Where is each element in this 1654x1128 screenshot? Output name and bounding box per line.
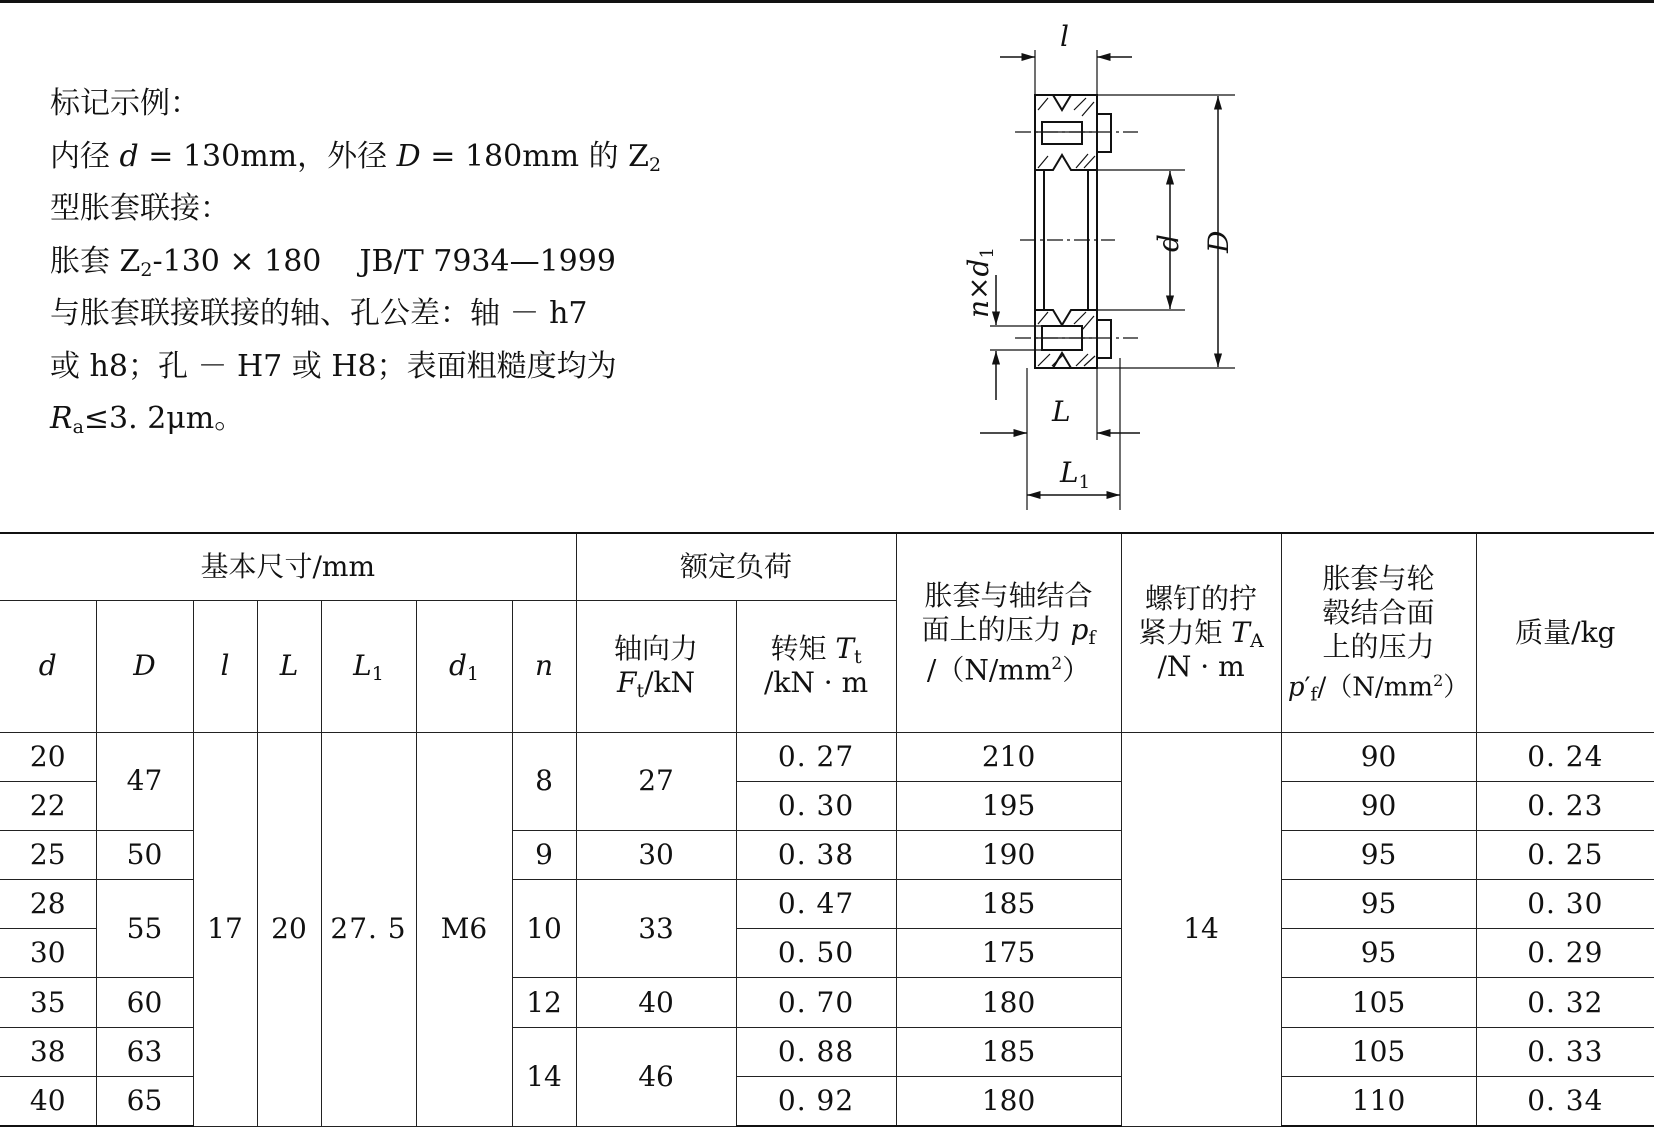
cell-d: 30 (0, 929, 96, 978)
cell-hub-pressure: 110 (1281, 1076, 1476, 1126)
label-L1: $L_1$ (1060, 456, 1091, 493)
cell-d: 25 (0, 830, 96, 879)
top-rule (0, 0, 1654, 3)
example-line-dimensions: 内径 d = 130mm，外径 D = 180mm 的 $Z_2$ (50, 138, 662, 176)
cell-n: 14 (512, 1027, 576, 1126)
header-rated-load: 额定负荷 (576, 533, 896, 601)
cell-torque: 0. 88 (736, 1027, 896, 1076)
cell-D: 60 (96, 978, 193, 1027)
header-hub-pressure: 胀套与轮 毂结合面 上的压力 $p'_f/(N/mm^2)$ (1281, 533, 1476, 732)
header-screw-torque: 螺钉的拧 紧力矩 $T_A$ /N · m (1121, 533, 1281, 732)
cell-shaft-pressure: 180 (896, 1076, 1121, 1126)
header-n: n (512, 601, 576, 732)
cell-mass: 0. 24 (1476, 732, 1654, 781)
example-heading: 标记示例： (50, 86, 200, 121)
cell-shaft-pressure: 175 (896, 929, 1121, 978)
label-n-x-d1: n×d1 (962, 247, 998, 318)
centre-lines (1015, 132, 1138, 338)
cell-n: 9 (512, 830, 576, 879)
upper-bolt (1042, 122, 1082, 144)
marking-example (50, 78, 661, 446)
cell-d: 35 (0, 978, 96, 1027)
cell-mass: 0. 34 (1476, 1076, 1654, 1126)
cell-torque: 0. 50 (736, 929, 896, 978)
label-d: d (1152, 234, 1185, 252)
cell-axial-force: 33 (576, 880, 736, 978)
cell-torque: 0. 92 (736, 1076, 896, 1126)
cell-D: 65 (96, 1076, 193, 1126)
cell-d: 22 (0, 781, 96, 830)
cell-torque: 0. 38 (736, 830, 896, 879)
cell-torque: 0. 47 (736, 880, 896, 929)
extension-lines (990, 50, 1235, 510)
example-line-designation: 胀套 $Z_2-130 \times 180$ JB/T 7934—1999 (50, 243, 616, 281)
cell-torque: 0. 27 (736, 732, 896, 781)
cell-d: 40 (0, 1076, 96, 1126)
lower-bolt-head (1097, 320, 1111, 358)
label-L: L (1052, 395, 1071, 428)
cell-torque: 0. 70 (736, 978, 896, 1027)
example-line-type: 型胀套联接： (50, 191, 230, 226)
cell-mass: 0. 25 (1476, 830, 1654, 879)
cell-hub-pressure: 105 (1281, 978, 1476, 1027)
table-row (0, 732, 1654, 781)
cell-n: 8 (512, 732, 576, 830)
cell-shaft-pressure: 185 (896, 880, 1121, 929)
cell-L1-common: 27. 5 (321, 732, 416, 1126)
cell-shaft-pressure: 180 (896, 978, 1121, 1027)
expansion-sleeve-drawing (962, 20, 1240, 510)
header-basic-dimensions: 基本尺寸/mm (0, 533, 576, 601)
cell-axial-force: 40 (576, 978, 736, 1027)
cell-n: 12 (512, 978, 576, 1027)
cell-d: 28 (0, 880, 96, 929)
cell-d: 20 (0, 732, 96, 781)
cell-D: 63 (96, 1027, 193, 1076)
example-line-roughness: $R_a\le 3$. 2μm。 (50, 401, 245, 438)
cell-D: 50 (96, 830, 193, 879)
cell-screw-torque-common: 14 (1121, 732, 1281, 1126)
cell-hub-pressure: 105 (1281, 1027, 1476, 1076)
cell-L-common: 20 (257, 732, 321, 1126)
cell-shaft-pressure: 195 (896, 781, 1121, 830)
cell-mass: 0. 33 (1476, 1027, 1654, 1076)
header-L: L (257, 601, 321, 732)
cell-mass: 0. 30 (1476, 880, 1654, 929)
cell-shaft-pressure: 210 (896, 732, 1121, 781)
header-mass: 质量/kg (1476, 533, 1654, 732)
cell-D: 55 (96, 880, 193, 978)
cell-axial-force: 46 (576, 1027, 736, 1126)
cell-hub-pressure: 95 (1281, 929, 1476, 978)
cell-shaft-pressure: 185 (896, 1027, 1121, 1076)
header-L1: $L_1$ (321, 601, 416, 732)
cell-D: 47 (96, 732, 193, 830)
cell-l-common: 17 (193, 732, 257, 1126)
header-d1: $d_1$ (416, 601, 512, 732)
cell-hub-pressure: 90 (1281, 732, 1476, 781)
header-D: D (96, 601, 193, 732)
header-shaft-pressure: 胀套与轴结合 面上的压力 $p_f$ $/(N/mm^2)$ (896, 533, 1121, 732)
cell-mass: 0. 29 (1476, 929, 1654, 978)
label-D: D (1202, 230, 1235, 253)
upper-bolt-head (1097, 114, 1111, 152)
sleeve-section-svg (962, 20, 1240, 510)
cell-n: 10 (512, 880, 576, 978)
cell-mass: 0. 32 (1476, 978, 1654, 1027)
cell-torque: 0. 30 (736, 781, 896, 830)
cell-d1-common: M6 (416, 732, 512, 1126)
header-d: d (0, 601, 96, 732)
cell-mass: 0. 23 (1476, 781, 1654, 830)
header-l: l (193, 601, 257, 732)
example-line-tolerance-2: 或 h8；孔 － H7 或 H8；表面粗糙度均为 (50, 348, 617, 384)
cell-axial-force: 27 (576, 732, 736, 830)
dimension-lines (980, 57, 1218, 495)
expansion-sleeve-spec-table (0, 532, 1654, 1127)
cell-shaft-pressure: 190 (896, 830, 1121, 879)
cell-hub-pressure: 95 (1281, 880, 1476, 929)
label-l: l (1060, 20, 1069, 53)
cell-hub-pressure: 90 (1281, 781, 1476, 830)
example-line-tolerance-1: 与胀套联接联接的轴、孔公差：轴 － h7 (50, 296, 588, 331)
cell-hub-pressure: 95 (1281, 830, 1476, 879)
header-row-groups (0, 533, 1654, 601)
cell-axial-force: 30 (576, 830, 736, 879)
cell-d: 38 (0, 1027, 96, 1076)
header-axial-force: 轴向力 $F_t/kN$ (576, 601, 736, 732)
header-torque: 转矩 $T_t$ /kN · m (736, 601, 896, 732)
